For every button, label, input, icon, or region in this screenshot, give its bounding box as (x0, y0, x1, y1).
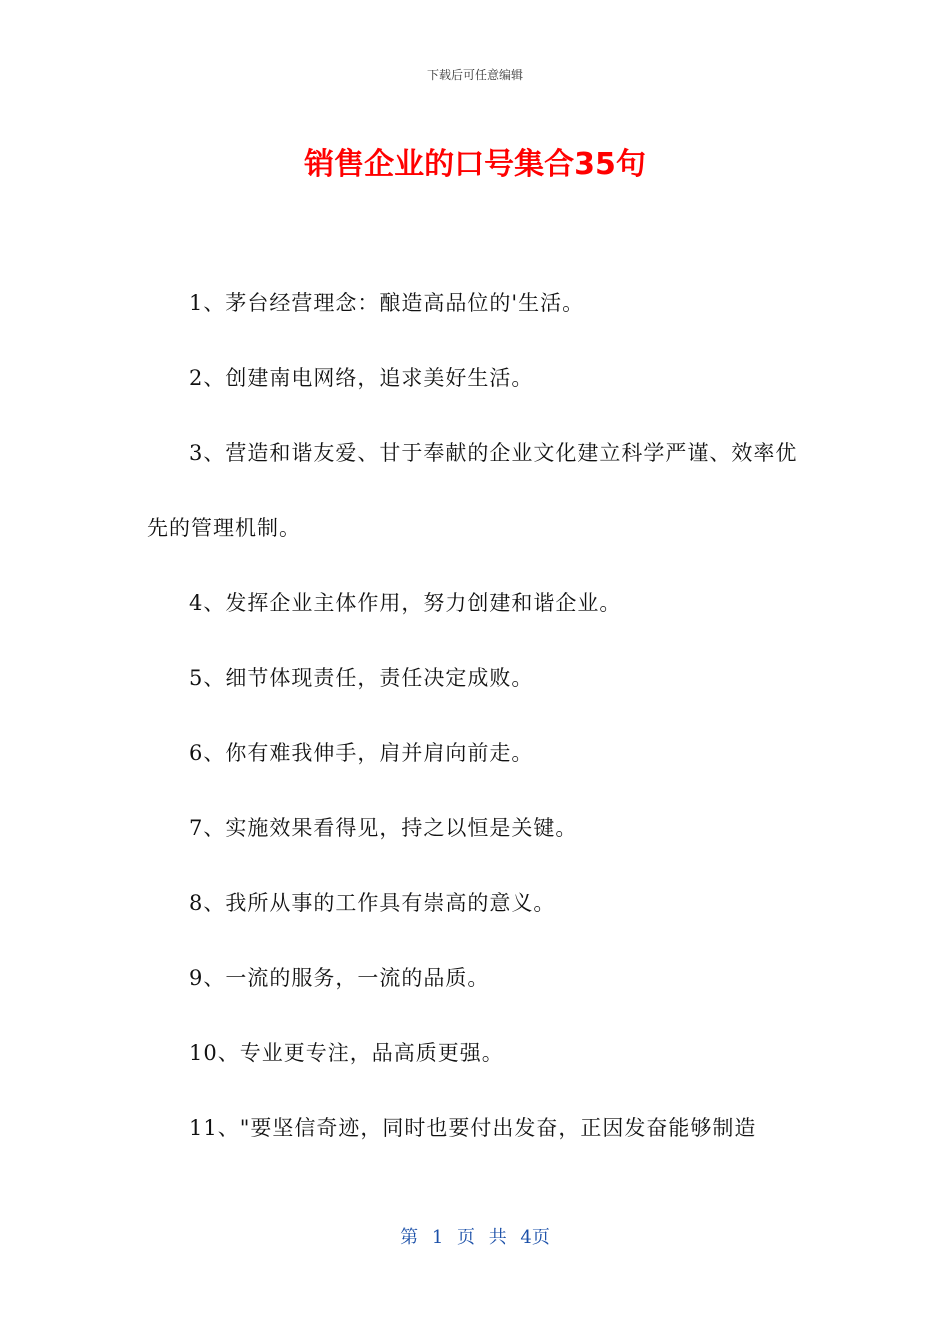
document-body (147, 266, 807, 1166)
list-item: 10、专业更专注，品高质更强。 (189, 1041, 504, 1065)
list-item: 8、我所从事的工作具有崇高的意义。 (189, 891, 556, 915)
page-footer: 第 1 页 共 4页 (400, 1227, 550, 1248)
list-item: 7、实施效果看得见，持之以恒是关键。 (189, 816, 578, 840)
list-item: 9、一流的服务，一流的品质。 (189, 966, 490, 990)
header-note: 下载后可任意编辑 (426, 68, 523, 82)
list-item: 1、茅台经营理念：酿造高品位的'生活。 (189, 291, 585, 315)
document-title: 销售企业的口号集合35句 (304, 147, 646, 182)
list-item: 5、细节体现责任，责任决定成败。 (189, 666, 534, 690)
list-item: 11、"要坚信奇迹，同时也要付出发奋，正因发奋能够制造 (189, 1116, 757, 1140)
list-item: 6、你有难我伸手，肩并肩向前走。 (189, 741, 534, 765)
list-item: 3、营造和谐友爱、甘于奉献的企业文化建立科学严谨、效率优先的管理机制。 (147, 441, 798, 540)
list-item: 2、创建南电网络，追求美好生活。 (189, 366, 534, 390)
list-item: 4、发挥企业主体作用，努力创建和谐企业。 (189, 591, 622, 615)
